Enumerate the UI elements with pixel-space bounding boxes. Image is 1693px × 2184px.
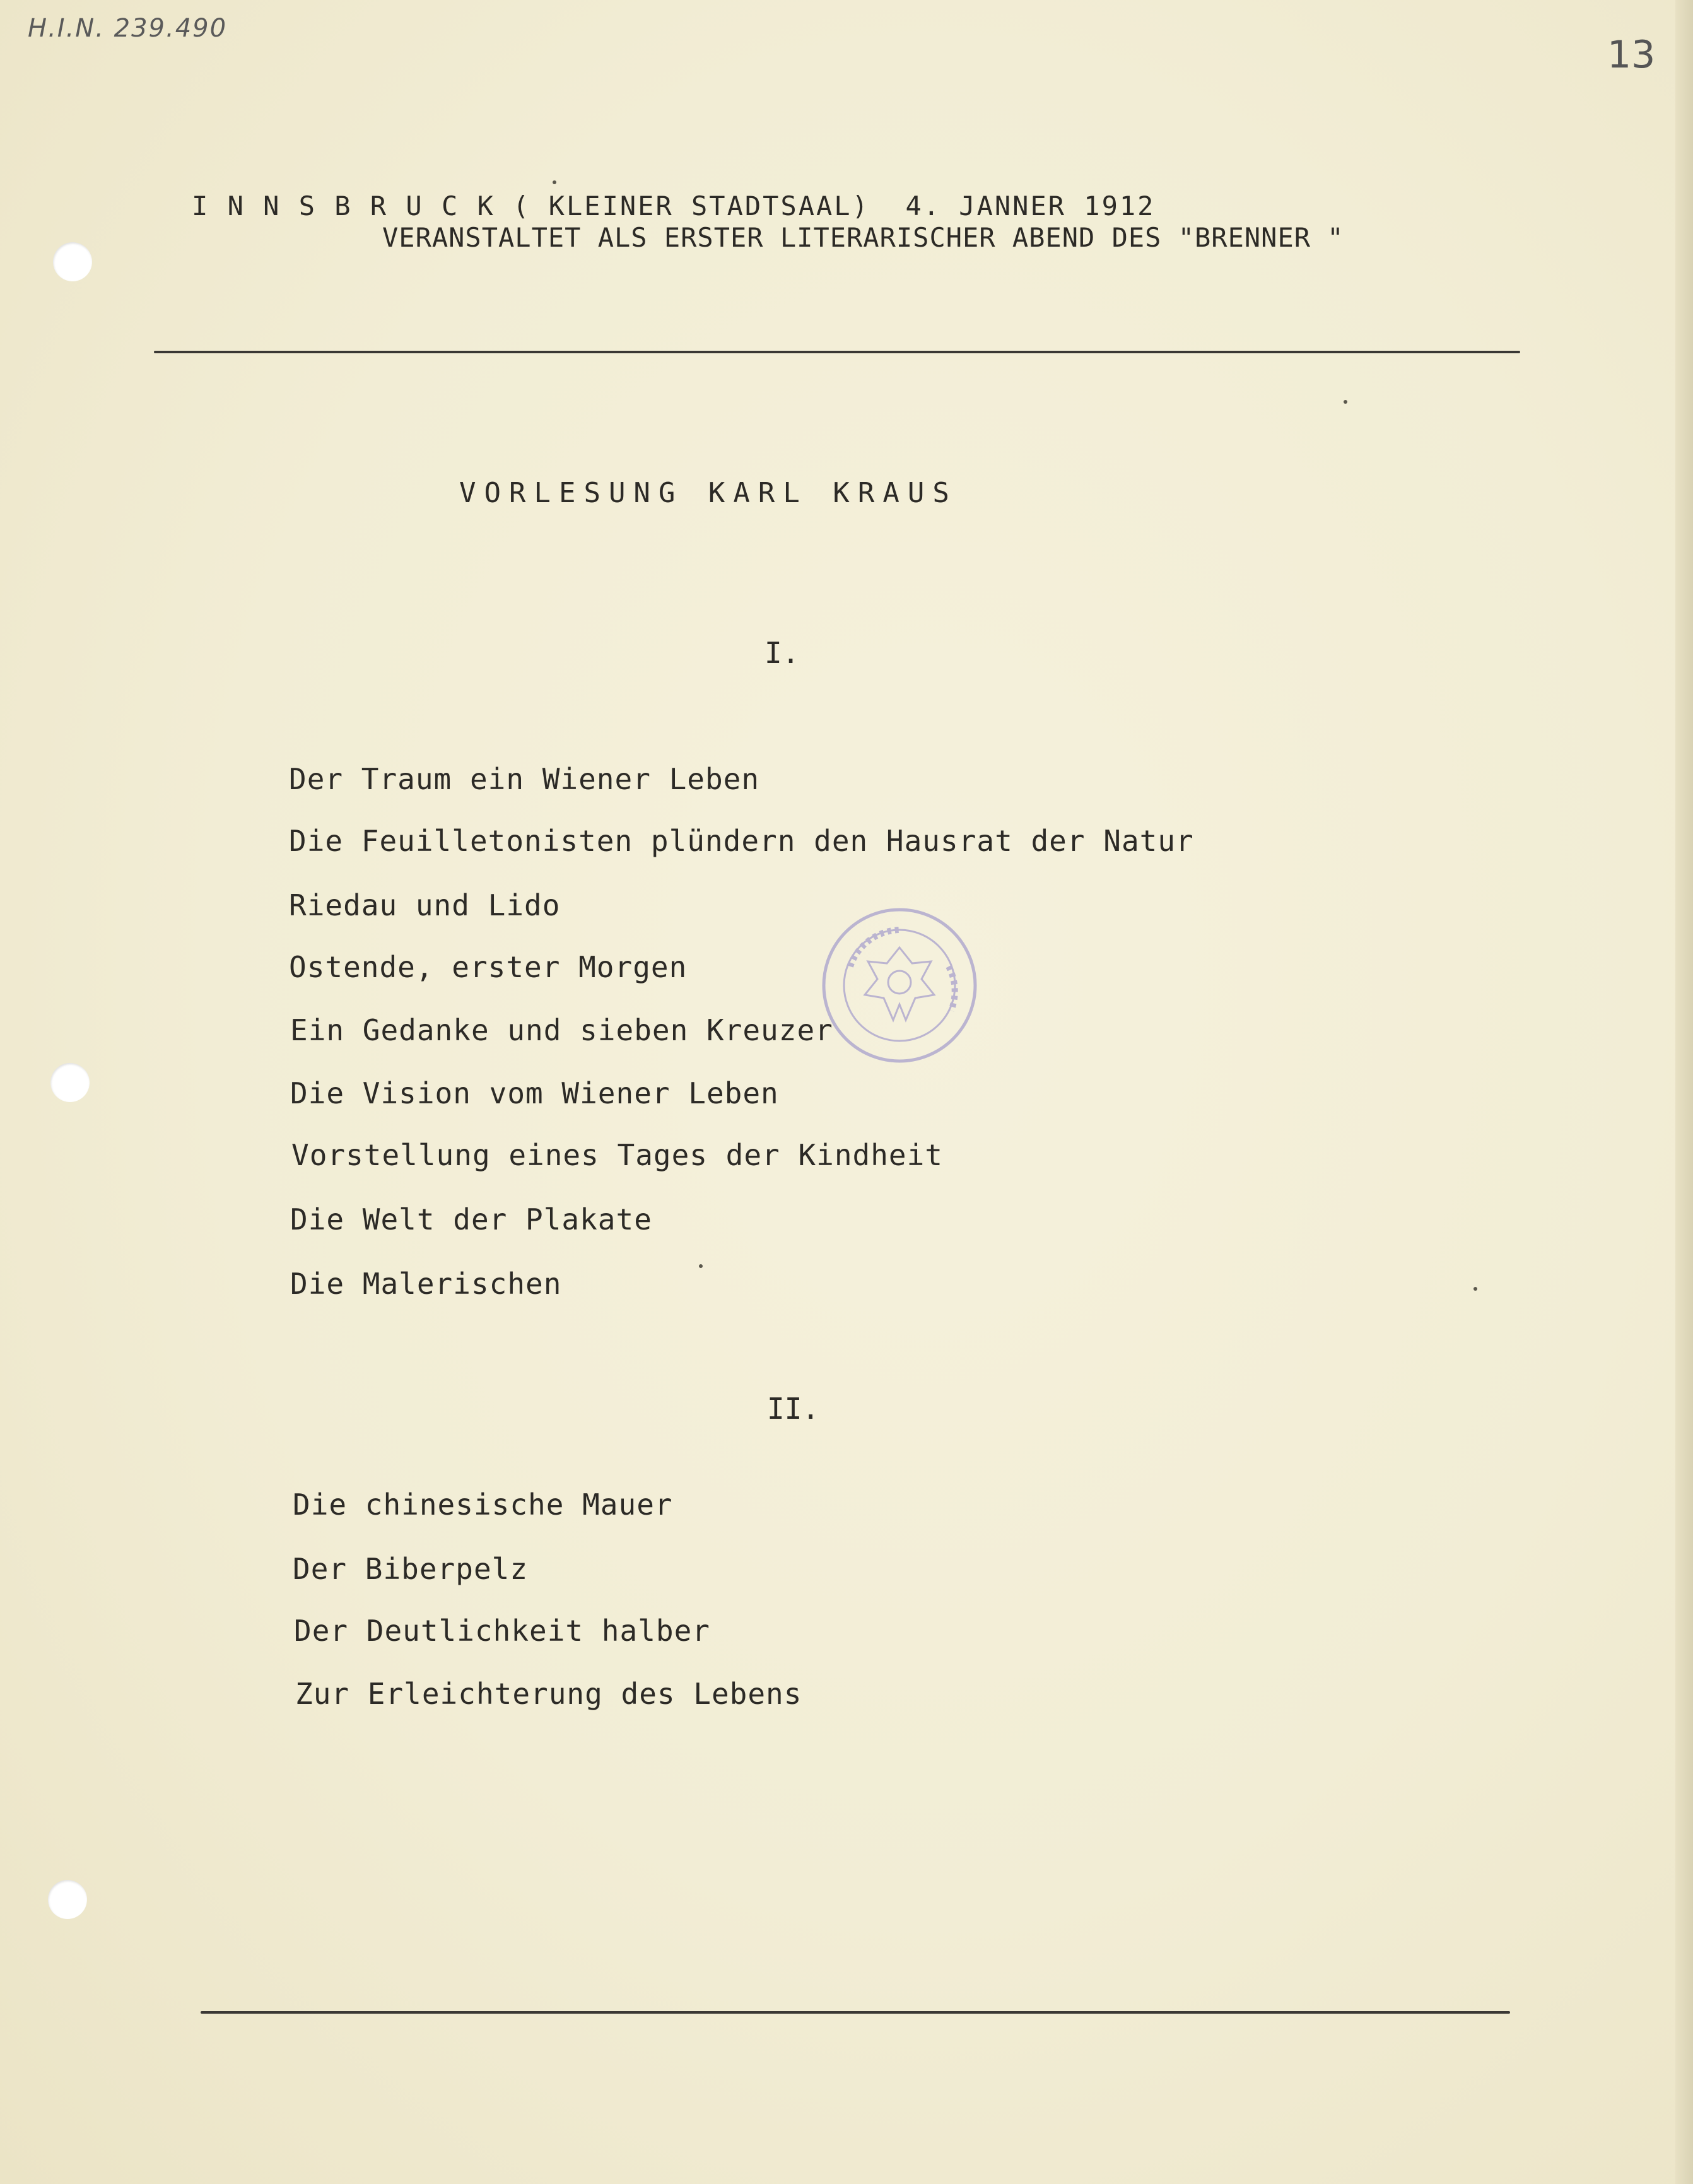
paper-speck: [553, 180, 556, 184]
archive-number: H.I.N. 239.490: [28, 14, 228, 43]
list-item: Die Feuilletonisten plündern den Hausrat der Natur: [289, 824, 1194, 858]
list-item: Die Welt der Plakate: [290, 1202, 652, 1236]
page-title: VORLESUNG KARL KRAUS: [459, 477, 958, 509]
list-item: Ostende, erster Morgen: [289, 950, 688, 984]
paper-edge: [1675, 0, 1693, 2184]
section-1-number: I.: [764, 636, 800, 670]
paper-speck: [1344, 400, 1347, 404]
list-item: Der Deutlichkeit halber: [294, 1614, 710, 1648]
punch-hole: [48, 1880, 87, 1919]
list-item: Die chinesische Mauer: [293, 1488, 673, 1522]
list-item: Der Traum ein Wiener Leben: [289, 762, 760, 796]
header-location-date: I N N S B R U C K ( KLEINER STADTSAAL) 4. JANNER 1912: [192, 191, 1156, 221]
divider-bottom: [201, 2011, 1510, 2014]
page-number: 13: [1607, 33, 1656, 77]
punch-hole: [50, 1063, 90, 1102]
list-item: Ein Gedanke und sieben Kreuzer: [290, 1013, 833, 1047]
archive-stamp: [817, 903, 981, 1067]
list-item: Der Biberpelz: [293, 1552, 529, 1586]
divider-top: [154, 351, 1520, 353]
paper-speck: [1473, 1287, 1477, 1291]
list-item: Die Vision vom Wiener Leben: [290, 1076, 779, 1110]
list-item: Die Malerischen: [290, 1267, 562, 1301]
list-item: Zur Erleichterung des Lebens: [295, 1677, 802, 1711]
punch-hole: [53, 242, 92, 281]
header-organizer: VERANSTALTET ALS ERSTER LITERARISCHER ABEND DES "BRENNER ": [382, 222, 1344, 253]
list-item: Vorstellung eines Tages der Kindheit: [291, 1138, 943, 1172]
section-2-number: II.: [767, 1392, 820, 1426]
paper-speck: [699, 1264, 703, 1268]
list-item: Riedau und Lido: [289, 888, 561, 922]
